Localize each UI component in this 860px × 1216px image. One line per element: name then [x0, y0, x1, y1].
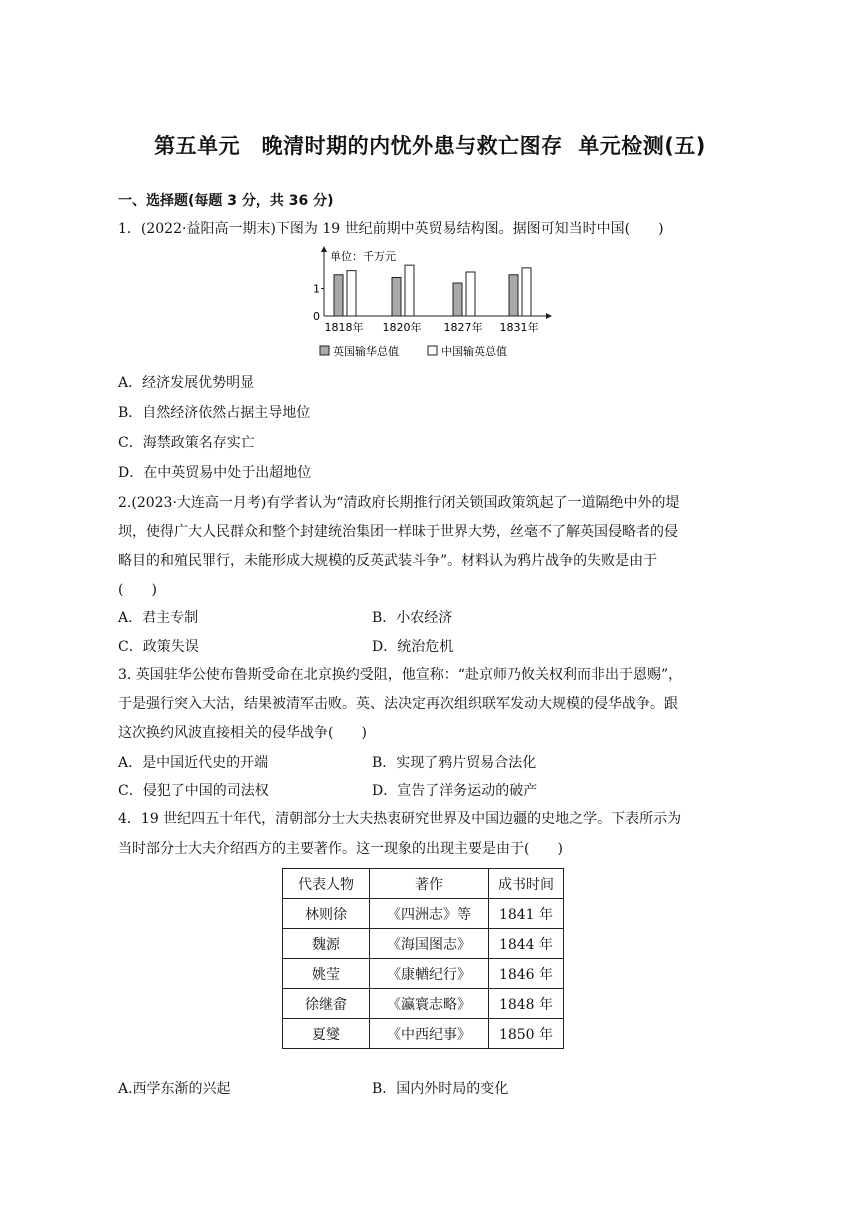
- legend-swatch: [428, 346, 437, 355]
- table-cell: 1850 年: [489, 1019, 564, 1049]
- bar-china-export-1: [405, 265, 414, 316]
- y-tick-label: 0: [313, 310, 320, 323]
- works-table: [282, 868, 564, 1049]
- q1-option-a: A．经济发展优势明显: [118, 375, 255, 391]
- q3-option-b: B．实现了鸦片贸易合法化: [372, 755, 537, 771]
- bar-uk-export-0: [334, 275, 343, 316]
- legend-label: 中国输英总值: [441, 345, 507, 358]
- q2-line-4: ( ): [118, 582, 157, 598]
- table-cell: 《海国图志》: [370, 929, 489, 959]
- table-cell: 《四洲志》等: [370, 899, 489, 929]
- legend-swatch: [320, 346, 329, 355]
- q2-option-c: C．政策失误: [118, 639, 199, 655]
- legend-label: 英国输华总值: [333, 345, 399, 358]
- bar-uk-export-2: [453, 283, 462, 316]
- table-cell: 1844 年: [489, 929, 564, 959]
- y-tick-label: 1: [313, 282, 320, 296]
- bar-china-export-3: [522, 268, 531, 316]
- x-tick-label: 1820年: [382, 321, 422, 334]
- x-tick-label: 1827年: [443, 321, 483, 334]
- table-cell: 徐继畲: [283, 989, 370, 1019]
- section-heading: 一、选择题(每题 3 分，共 36 分): [118, 193, 334, 209]
- table-header-cell: 著作: [370, 869, 489, 899]
- table-cell: 1848 年: [489, 989, 564, 1019]
- table-cell: 魏源: [283, 929, 370, 959]
- x-tick-label: 1831年: [499, 321, 539, 334]
- q3-line-2: 于是强行突入大沽，结果被清军击败。英、法决定再次组织联军发动大规模的侵华战争。跟: [118, 696, 678, 712]
- chart-unit-label: 单位：千万元: [330, 250, 396, 263]
- bar-uk-export-3: [509, 275, 518, 316]
- table-cell: 姚莹: [283, 959, 370, 989]
- q2-line-3: 略目的和殖民罪行，未能形成大规模的反英武装斗争”。材料认为鸦片战争的失败是由于: [118, 553, 658, 569]
- table-cell: 1841 年: [489, 899, 564, 929]
- table-row: [283, 959, 564, 989]
- q1-option-d: D．在中英贸易中处于出超地位: [118, 465, 312, 481]
- y-axis-arrow: [321, 246, 327, 252]
- q1-stem: 1．(2022·益阳高一期末)下图为 19 世纪前期中英贸易结构图。据图可知当时中国( ): [118, 221, 664, 237]
- table-header-row: [283, 869, 564, 899]
- q4-option-b: B．国内外时局的变化: [372, 1081, 509, 1097]
- bar-uk-export-1: [392, 278, 401, 317]
- table-cell: 《瀛寰志略》: [370, 989, 489, 1019]
- table-header-cell: 代表人物: [283, 869, 370, 899]
- trade-bar-chart: [300, 244, 560, 362]
- table-cell: 林则徐: [283, 899, 370, 929]
- table-cell: 《康輶纪行》: [370, 959, 489, 989]
- bar-china-export-2: [466, 272, 475, 316]
- q2-option-d: D．统治危机: [372, 639, 454, 655]
- table-row: [283, 899, 564, 929]
- page-title: 第五单元 晚清时期的内忧外患与救亡图存 单元检测(五): [154, 134, 706, 158]
- table-cell: 夏燮: [283, 1019, 370, 1049]
- x-axis-arrow: [546, 313, 552, 319]
- q4-line-2: 当时部分士大夫介绍西方的主要著作。这一现象的出现主要是由于( ): [118, 841, 563, 857]
- x-tick-label: 1818年: [324, 321, 364, 334]
- table-header-cell: 成书时间: [489, 869, 564, 899]
- q2-option-b: B．小农经济: [372, 610, 453, 626]
- table-row: [283, 929, 564, 959]
- table-row: [283, 989, 564, 1019]
- table-cell: 1846 年: [489, 959, 564, 989]
- q3-line-3: 这次换约风波直接相关的侵华战争( ): [118, 725, 367, 741]
- q2-option-a: A．君主专制: [118, 610, 199, 626]
- q3-line-1: 3. 英国驻华公使布鲁斯受命在北京换约受阻，他宣称：“赴京师乃攸关权利而非出于恩赐”，: [118, 667, 683, 683]
- q4-line-1: 4．19 世纪四五十年代，清朝部分士大夫热衷研究世界及中国边疆的史地之学。下表所示为: [118, 811, 682, 827]
- table-row: [283, 1019, 564, 1049]
- q1-option-c: C．海禁政策名存实亡: [118, 435, 255, 451]
- table-cell: 《中西纪事》: [370, 1019, 489, 1049]
- q1-option-b: B．自然经济依然占据主导地位: [118, 405, 311, 421]
- q2-line-2: 坝，使得广大人民群众和整个封建统治集团一样昧于世界大势，丝毫不了解英国侵略者的侵: [118, 524, 678, 540]
- bar-china-export-0: [347, 271, 356, 316]
- q4-option-a: A.西学东渐的兴起: [118, 1081, 231, 1097]
- q2-line-1: 2.(2023·大连高一月考)有学者认为“清政府长期推行闭关锁国政策筑起了一道隔绝中外的堤: [118, 495, 680, 511]
- q3-option-a: A．是中国近代史的开端: [118, 755, 269, 771]
- q3-option-c: C．侵犯了中国的司法权: [118, 783, 269, 799]
- q3-option-d: D．宣告了洋务运动的破产: [372, 783, 538, 799]
